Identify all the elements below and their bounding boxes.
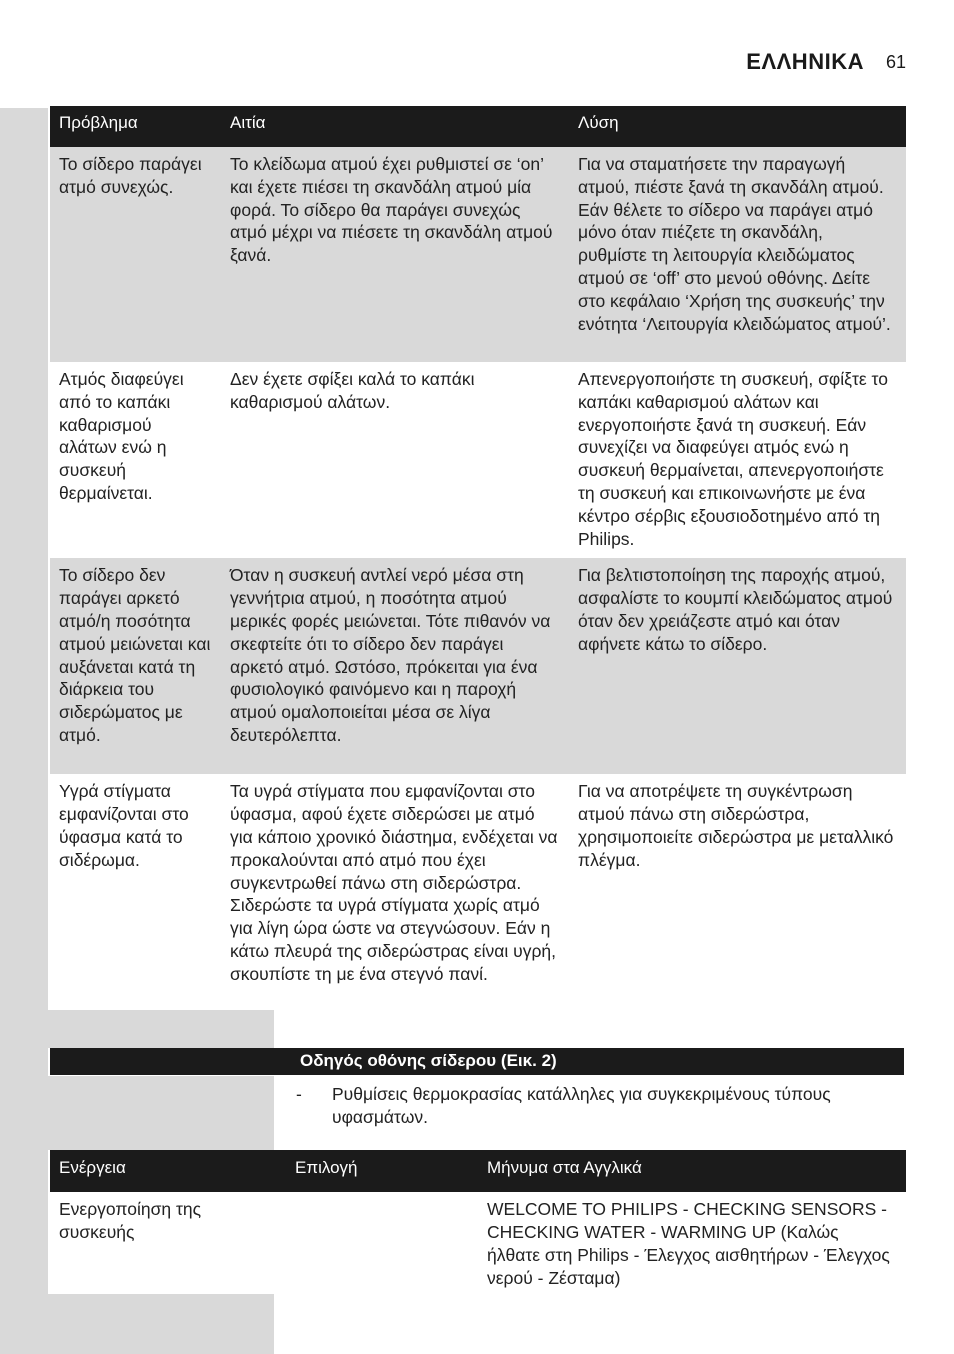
margin-shade — [48, 1010, 274, 1048]
problem-cell: Υγρά στίγματα εμφανίζονται στο ύφασμα κατά το σιδέρωμα. — [59, 781, 189, 870]
left-margin-bar — [0, 108, 48, 1354]
page-number: 61 — [885, 51, 906, 72]
solution-cell: Για βελτιστοποίηση της παροχής ατμού, ασφαλίστε το κουμπί κλειδώματος ατμού όταν δεν χρειάζεστε ατμό και όταν αφήνετε κάτω το σίδερο. — [569, 558, 906, 774]
margin-shade — [48, 1294, 274, 1354]
solution-cell: Απενεργοποιήστε τη συσκευή, σφίξτε το καπάκι καθαρισμού αλάτων και ενεργοποιήστε ξανά τη συσκευή. Εάν συνεχίζει να διαφεύγει ατμός ενώ η συσκευή θερμαίνεται, απενεργοποιήστε τη συσκευή και επικοινωνήστε με ένα κέντρο σέρβις εξουσιοδοτημένο από τη Philips. — [578, 369, 888, 549]
problem-cell: Το σίδερο παράγει ατμό συνεχώς. — [50, 147, 221, 362]
column-header-action: Ενέργεια — [50, 1150, 286, 1192]
cause-cell: Τα υγρά στίγματα που εμφανίζονται στο ύφασμα, αφού έχετε σιδερώσει με ατμό για κάποιο χρονικό διάστημα, ενδέχεται να προκαλούνται από ατμό που έχει συγκεντρωθεί πάνω στη σιδερώστρα. Σιδερώστε τα υγρά στίγματα χωρίς ατμό για λίγη ώρα ώστε να στεγνώσουν. Εάν η κάτω πλευρά της σιδερώστρας είναι υγρή, σκουπίστε τη με ένα στεγνό πανί. — [230, 781, 558, 984]
language-title: ΕΛΛΗΝΙΚΑ — [746, 49, 864, 74]
problem-cell: Ατμός διαφεύγει από το καπάκι καθαρισμού αλάτων ενώ η συσκευή θερμαίνεται. — [59, 369, 184, 503]
page-header — [746, 44, 906, 80]
section-title: Οδηγός οθόνης σίδερου (Εικ. 2) — [300, 1051, 557, 1070]
solution-cell: Για να αποτρέψετε τη συγκέντρωση ατμού πάνω στη σιδερώστρα, χρησιμοποιείτε σιδερώστρα με μεταλλικό πλέγμα. — [578, 781, 894, 870]
cause-cell: Δεν έχετε σφίξει καλά το καπάκι καθαρισμού αλάτων. — [230, 369, 475, 412]
problem-cell: Το σίδερο δεν παράγει αρκετό ατμό/η ποσότητα ατμού μειώνεται και αυξάνεται κατά τη διάρκεια του σιδερώματος με ατμό. — [50, 558, 221, 774]
column-header-message: Μήνυμα στα Αγγλικά — [478, 1150, 906, 1192]
column-header-problem: Πρόβλημα — [50, 106, 221, 147]
column-header-option: Επιλογή — [286, 1150, 478, 1192]
message-cell: WELCOME TO PHILIPS - CHECKING SENSORS - CHECKING WATER - WARMING UP (Καλώς ήλθατε στη Philips - Έλεγχος αισθητήρων - Έλεγχος νερού - Ζέσταμα) — [487, 1199, 890, 1288]
option-cell — [286, 1192, 478, 1298]
table-row — [50, 147, 906, 362]
table-row — [50, 1192, 906, 1298]
column-header-cause: Αιτία — [221, 106, 569, 147]
display-messages-table — [50, 1150, 906, 1298]
table-row — [50, 362, 906, 558]
table-header-row — [50, 1150, 906, 1192]
action-cell: Ενεργοποίηση της συσκευής — [59, 1199, 202, 1242]
troubleshooting-table — [50, 106, 906, 1014]
table-row — [50, 558, 906, 774]
bullet-dash: - — [296, 1084, 302, 1104]
bullet-item — [296, 1083, 896, 1129]
section-heading-bar — [50, 1048, 904, 1075]
solution-cell: Για να σταματήσετε την παραγωγή ατμού, πιέστε ξανά τη σκανδάλη ατμού. Εάν θέλετε το σίδερο να παράγει ατμό μόνο όταν πιέζετε τη σκανδάλη, ρυθμίστε τη λειτουργία κλειδώματος ατμού σε ‘off’ στο μενού οθόνης. Δείτε στο κεφάλαιο ‘Χρήση της συσκευής’ την ενότητα ‘Λειτουργία κλειδώματος ατμού’. — [569, 147, 906, 362]
cause-cell: Το κλείδωμα ατμού έχει ρυθμιστεί σε ‘on’ και έχετε πιέσει τη σκανδάλη ατμού μία φορά. Το σίδερο θα παράγει συνεχώς ατμό μέχρι να πιέσετε τη σκανδάλη ατμού ξανά. — [221, 147, 569, 362]
bullet-text: Ρυθμίσεις θερμοκρασίας κατάλληλες για συγκεκριμένους τύπους υφασμάτων. — [332, 1084, 831, 1127]
column-header-solution: Λύση — [569, 106, 906, 147]
margin-shade — [48, 1076, 274, 1150]
cause-cell: Όταν η συσκευή αντλεί νερό μέσα στη γεννήτρια ατμού, η ποσότητα ατμού μερικές φορές μειώνεται. Τότε πιθανόν να σκεφτείτε ότι το σίδερο δεν παράγει αρκετό ατμό. Ωστόσο, πρόκειται για ένα φυσιολογικό φαινόμενο και η παροχή ατμού ομαλοποιείται μέσα σε λίγα δευτερόλεπτα. — [221, 558, 569, 774]
table-row — [50, 774, 906, 1014]
table-header-row — [50, 106, 906, 147]
